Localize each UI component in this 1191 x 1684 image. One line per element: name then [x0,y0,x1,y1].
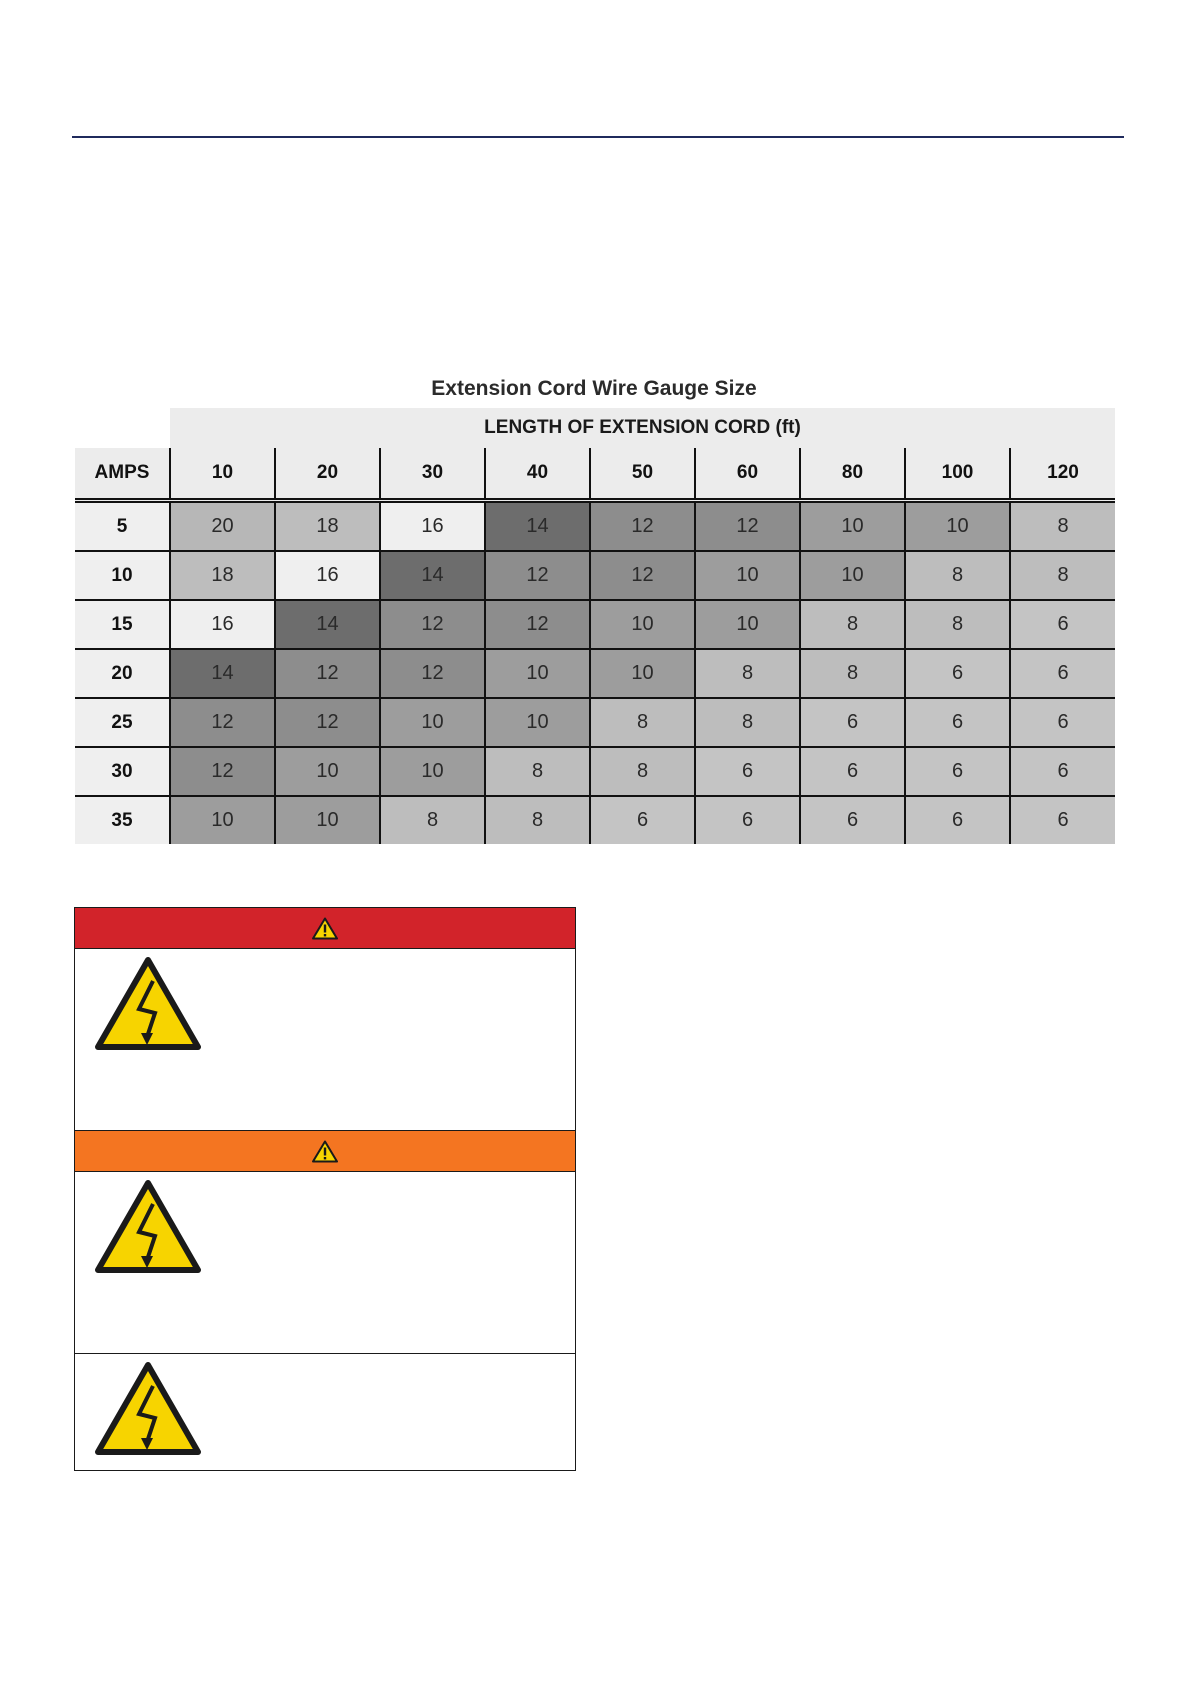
amps-cell: 25 [75,698,170,747]
length-column-header: 20 [275,448,380,501]
gauge-cell: 12 [170,698,275,747]
gauge-cell: 6 [800,796,905,844]
gauge-cell: 8 [695,649,800,698]
gauge-cell: 6 [1010,600,1115,649]
gauge-cell: 18 [275,501,380,552]
gauge-cell: 10 [380,698,485,747]
table-row [75,501,1115,552]
gauge-cell: 6 [800,747,905,796]
table-row [75,698,1115,747]
gauge-cell: 10 [695,551,800,600]
gauge-cell: 14 [380,551,485,600]
table-row [75,747,1115,796]
gauge-cell: 10 [170,796,275,844]
electric-shock-icon [95,957,201,1051]
amps-cell: 5 [75,501,170,552]
wire-gauge-table [75,408,1115,844]
gauge-cell: 6 [590,796,695,844]
electric-shock-icon [95,1362,201,1456]
amps-header: AMPS [75,448,170,501]
gauge-cell: 14 [170,649,275,698]
length-column-header: 30 [380,448,485,501]
gauge-cell: 8 [800,649,905,698]
table-body [75,501,1115,845]
gauge-cell: 10 [800,551,905,600]
gauge-cell: 8 [590,747,695,796]
gauge-cell: 8 [485,747,590,796]
header-rule [72,136,1124,138]
amps-cell: 15 [75,600,170,649]
table-row [75,600,1115,649]
gauge-cell: 16 [380,501,485,552]
gauge-cell: 8 [380,796,485,844]
gauge-cell: 12 [380,600,485,649]
amps-cell: 10 [75,551,170,600]
safety-panel [74,907,576,1471]
gauge-cell: 10 [590,649,695,698]
gauge-cell: 10 [590,600,695,649]
danger-notice [75,949,575,1130]
length-column-header: 40 [485,448,590,501]
gauge-cell: 6 [1010,698,1115,747]
table-corner [75,408,170,448]
gauge-cell: 10 [800,501,905,552]
amps-cell: 35 [75,796,170,844]
gauge-cell: 6 [1010,796,1115,844]
gauge-cell: 8 [800,600,905,649]
gauge-cell: 14 [275,600,380,649]
table-row [75,796,1115,844]
gauge-cell: 12 [590,501,695,552]
gauge-cell: 10 [905,501,1010,552]
length-column-header: 60 [695,448,800,501]
gauge-cell: 12 [275,649,380,698]
length-column-header: 80 [800,448,905,501]
gauge-cell: 8 [485,796,590,844]
gauge-cell: 6 [1010,649,1115,698]
warning-triangle-icon [312,917,338,940]
electric-shock-icon [95,1180,201,1274]
length-column-header: 10 [170,448,275,501]
table-row [75,551,1115,600]
gauge-cell: 12 [695,501,800,552]
gauge-cell: 18 [170,551,275,600]
gauge-cell: 14 [485,501,590,552]
gauge-cell: 12 [380,649,485,698]
length-column-header: 120 [1010,448,1115,501]
table-row [75,649,1115,698]
gauge-cell: 10 [380,747,485,796]
gauge-cell: 8 [590,698,695,747]
gauge-cell: 6 [1010,747,1115,796]
gauge-cell: 10 [275,796,380,844]
gauge-cell: 10 [695,600,800,649]
gauge-cell: 12 [485,600,590,649]
gauge-cell: 12 [275,698,380,747]
amps-cell: 30 [75,747,170,796]
gauge-cell: 8 [695,698,800,747]
gauge-cell: 12 [170,747,275,796]
gauge-cell: 6 [695,747,800,796]
gauge-cell: 6 [905,698,1010,747]
gauge-cell: 6 [905,649,1010,698]
gauge-cell: 10 [485,649,590,698]
gauge-cell: 20 [170,501,275,552]
gauge-cell: 6 [800,698,905,747]
shock-notice [75,1353,575,1470]
gauge-cell: 12 [485,551,590,600]
gauge-cell: 10 [275,747,380,796]
warning-signal-bar [75,1130,575,1172]
table-title: Extension Cord Wire Gauge Size [431,377,757,400]
gauge-cell: 8 [905,600,1010,649]
gauge-cell: 6 [905,796,1010,844]
danger-signal-bar [75,908,575,949]
length-group-header: LENGTH OF EXTENSION CORD (ft) [170,408,1115,448]
gauge-cell: 8 [1010,551,1115,600]
gauge-cell: 8 [905,551,1010,600]
gauge-cell: 6 [695,796,800,844]
amps-cell: 20 [75,649,170,698]
gauge-cell: 8 [1010,501,1115,552]
length-column-header: 50 [590,448,695,501]
warning-triangle-icon [312,1140,338,1163]
warning-notice [75,1172,575,1353]
length-column-header: 100 [905,448,1010,501]
gauge-cell: 10 [485,698,590,747]
gauge-cell: 12 [590,551,695,600]
gauge-cell: 6 [905,747,1010,796]
gauge-cell: 16 [275,551,380,600]
gauge-cell: 16 [170,600,275,649]
